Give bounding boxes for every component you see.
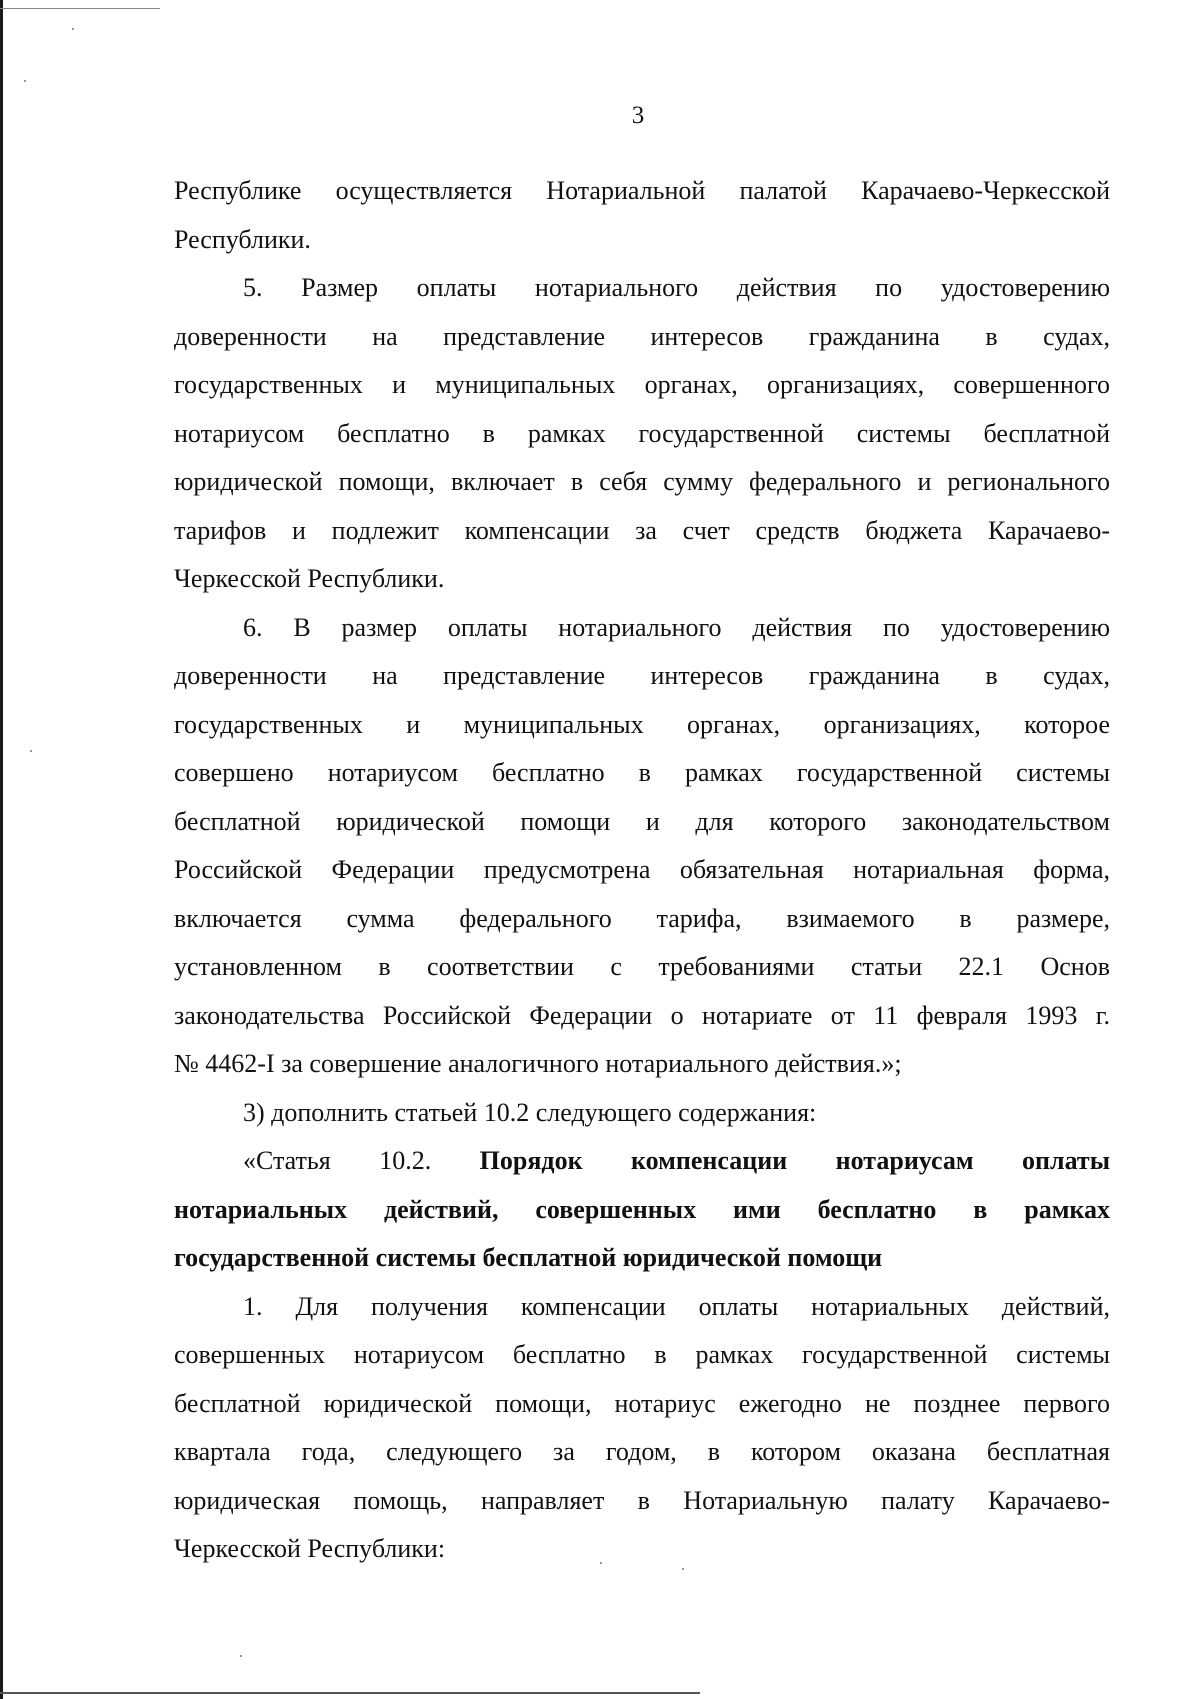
text-line: законодательства Российской Федерации о нотариате от 11 февраля 1993 г. — [174, 1000, 1110, 1030]
article-heading — [174, 1137, 1110, 1283]
scan-edge-left — [0, 0, 3, 1699]
text-line: государственных и муниципальных органах, организациях, совершенного — [174, 370, 1110, 399]
text-line: тарифов и подлежит компенсации за счет средств бюджета Карачаево- — [174, 515, 1110, 545]
text-line: совершенных нотариусом бесплатно в рамках государственной системы — [174, 1340, 1110, 1369]
text-line: бесплатной юридической помощи, нотариус ежегодно не позднее первого — [174, 1388, 1110, 1418]
document-body — [174, 167, 1110, 1574]
article-heading-line — [174, 1137, 1110, 1186]
scan-edge-top — [0, 8, 160, 9]
text-line: юридической помощи, включает в себя сумму федерального и регионального — [174, 467, 1110, 496]
text-line: доверенности на представление интересов гражданина в судах, — [174, 321, 1110, 351]
scan-speck — [24, 80, 26, 82]
text-line: бесплатной юридической помощи и для которого законодательством — [174, 806, 1110, 836]
article-number: «Статья 10.2. — [243, 1146, 432, 1175]
scan-edge-bottom — [0, 1692, 700, 1694]
text-line: 3) дополнить статьей 10.2 следующего содержания: — [243, 1097, 817, 1127]
text-line: включается сумма федерального тарифа, взимаемого в размере, — [174, 903, 1110, 933]
text-line: Республики. — [174, 224, 311, 254]
text-line: юридическая помощь, направляет в Нотариальную палату Карачаево- — [174, 1485, 1110, 1515]
text-line: совершено нотариусом бесплатно в рамках государственной системы — [174, 758, 1110, 787]
article-title-line: государственной системы бесплатной юридической помощи — [174, 1243, 883, 1272]
text-line: 5. Размер оплаты нотариального действия по удостоверению — [243, 273, 1110, 302]
scan-speck — [72, 28, 74, 30]
paragraph-item-1 — [174, 1283, 1110, 1574]
text-line: 1. Для получения компенсации оплаты нотариальных действий, — [243, 1291, 1110, 1321]
text-line: доверенности на представление интересов гражданина в судах, — [174, 661, 1110, 690]
scan-speck — [30, 750, 32, 752]
text-line: 6. В размер оплаты нотариального действия по удостоверению — [243, 612, 1110, 642]
text-line: Республике осуществляется Нотариальной палатой Карачаево-Черкесской — [174, 176, 1110, 205]
text-line: нотариусом бесплатно в рамках государственной системы бесплатной — [174, 418, 1110, 448]
text-line: квартала года, следующего за годом, в котором оказана бесплатная — [174, 1437, 1110, 1466]
text-line: установленном в соответствии с требованиями статьи 22.1 Основ — [174, 952, 1110, 981]
paragraph-continuation — [174, 167, 1110, 264]
text-line: Российской Федерации предусмотрена обязательная нотариальная форма, — [174, 855, 1110, 884]
text-line: государственных и муниципальных органах, организациях, которое — [174, 709, 1110, 739]
page-number: 3 — [631, 102, 645, 129]
article-title: Порядок компенсации нотариусам оплаты — [479, 1146, 1111, 1175]
text-line: Черкесской Республики: — [174, 1534, 446, 1563]
scan-speck — [240, 1655, 242, 1657]
text-line: Черкесской Республики. — [174, 564, 445, 593]
article-title-line: нотариальных действий, совершенных ими бесплатно в рамках — [174, 1194, 1110, 1224]
paragraph-item-6 — [174, 604, 1110, 1089]
paragraph-amendment-3 — [174, 1089, 1110, 1138]
text-line: № 4462-I за совершение аналогичного нотариального действия.»; — [174, 1049, 902, 1078]
paragraph-item-5 — [174, 264, 1110, 604]
